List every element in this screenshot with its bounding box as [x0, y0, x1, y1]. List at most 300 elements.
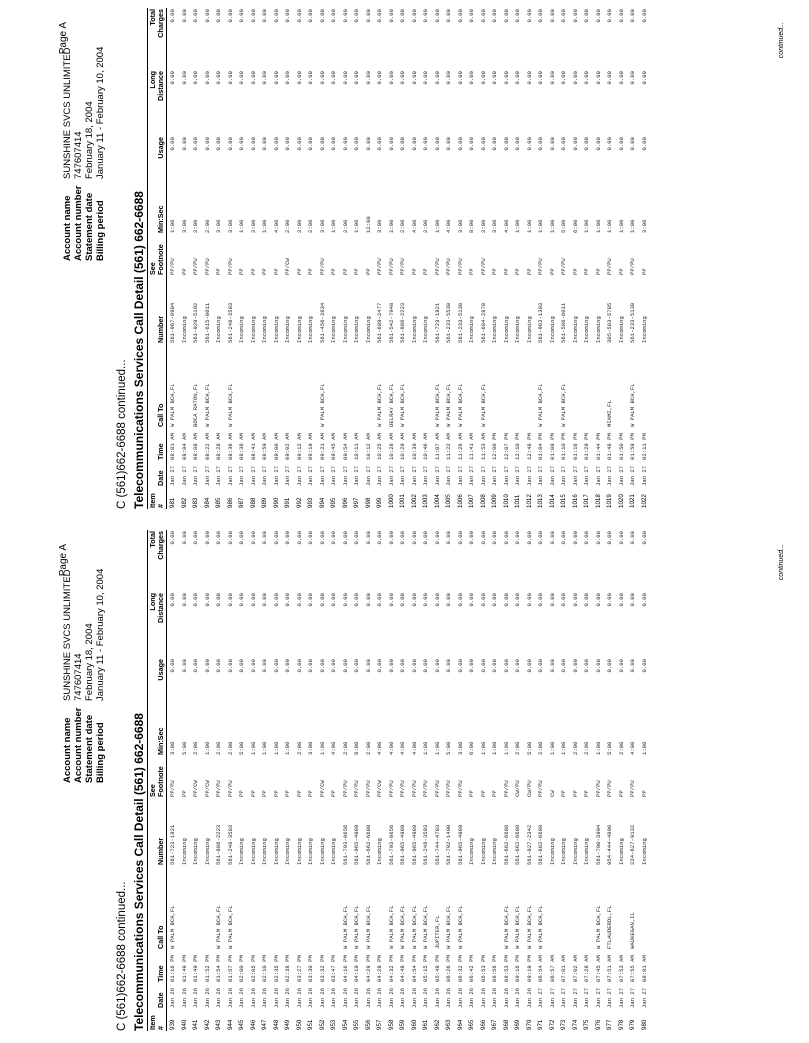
cell-min-sec: 2:00	[537, 741, 545, 755]
table-row	[501, 8, 513, 509]
table-row	[397, 8, 409, 509]
table-row	[593, 8, 605, 509]
cell-call-to	[282, 344, 294, 428]
cell-long-distance: 0.00	[284, 71, 292, 85]
cell-usage: 0.00	[433, 137, 441, 151]
cell-time: 06:53 PM	[479, 955, 487, 982]
cell-long-distance: 0.00	[571, 71, 579, 85]
cell-item: 971	[537, 1019, 545, 1030]
cell-item: 980	[640, 1019, 648, 1030]
cell-total-charges: 0.00	[502, 531, 510, 545]
cell-item: 1010	[502, 494, 510, 508]
cell-long-distance: 0.00	[203, 71, 211, 85]
col-min-sec: Min:Sec	[149, 186, 167, 234]
cell-call-to	[374, 866, 386, 950]
cell-item: 942	[203, 1019, 211, 1030]
cell-total-charges: 0.00	[491, 9, 499, 23]
cell-call-to: W PALM BCH,FL	[399, 905, 407, 949]
cell-item: 969	[514, 1019, 522, 1030]
cell-time: 06:42 PM	[468, 955, 476, 982]
cell-item: 941	[192, 1019, 200, 1030]
cell-number: 561-790-3994	[594, 824, 602, 865]
cell-number: Incoming	[525, 316, 533, 343]
table-row	[581, 530, 593, 1031]
cell-min-sec: 1:00	[560, 741, 568, 755]
cell-item: 1015	[560, 494, 568, 508]
table-row	[639, 8, 651, 509]
cell-number: 954-444-4896	[606, 824, 614, 865]
cell-time: 04:48 PM	[399, 955, 407, 982]
cell-footnote: PP	[640, 790, 648, 797]
cell-item: 956	[364, 1019, 372, 1030]
table-row	[179, 530, 191, 1031]
cell-footnote: PP	[525, 268, 533, 275]
col-usage: Usage	[149, 658, 167, 708]
cell-total-charges: 0.00	[238, 9, 246, 23]
cell-call-to	[570, 344, 582, 428]
cell-time: 08:08 AM	[192, 433, 200, 460]
cell-min-sec: 1:00	[272, 741, 280, 755]
cell-footnote: PP/PU	[502, 780, 510, 797]
cell-long-distance: 0.00	[606, 593, 614, 607]
cell-call-to: W PALM BCH,FL	[594, 905, 602, 949]
cell-long-distance: 0.00	[537, 593, 545, 607]
table-row	[443, 8, 455, 509]
cell-long-distance: 0.00	[376, 593, 384, 607]
cell-time: 03:32 PM	[318, 955, 326, 982]
cell-item: 1014	[548, 494, 556, 508]
cell-long-distance: 0.00	[192, 71, 200, 85]
cell-date: Jan 27	[169, 465, 177, 486]
cell-usage: 0.00	[249, 137, 257, 151]
cell-date: Jan 27	[192, 465, 200, 486]
cell-time: 07:45 AM	[594, 955, 602, 982]
cell-item: 968	[502, 1019, 510, 1030]
cell-time: 04:28 PM	[376, 955, 384, 982]
cell-min-sec: 1:00	[353, 219, 361, 233]
table-row	[443, 530, 455, 1031]
cell-time: 02:35 PM	[272, 955, 280, 982]
cell-footnote: PP	[295, 268, 303, 275]
cell-date: Jan 27	[364, 465, 372, 486]
cell-min-sec: 5:00	[560, 219, 568, 233]
table-row	[294, 8, 306, 509]
cell-date: Jan 26	[330, 987, 338, 1008]
cell-footnote: PP/PU	[226, 258, 234, 275]
cell-number: Incoming	[479, 838, 487, 865]
cell-total-charges: 0.00	[399, 531, 407, 545]
cell-time: 01:49 PM	[180, 955, 188, 982]
cell-date: Jan 26	[192, 987, 200, 1008]
cell-item: 993	[307, 497, 315, 508]
cell-usage: 0.00	[364, 137, 372, 151]
cell-usage: 0.00	[399, 137, 407, 151]
cell-number: 561-967-0904	[169, 302, 177, 343]
cell-usage: 0.00	[594, 137, 602, 151]
cell-footnote: PP/PU	[479, 258, 487, 275]
table-row	[386, 530, 398, 1031]
cell-number: 561-684-2870	[479, 302, 487, 343]
table-row	[236, 8, 248, 509]
cell-call-to: W PALM BCH,FL	[376, 383, 384, 427]
cell-long-distance: 0.00	[410, 593, 418, 607]
cell-item: 1008	[479, 494, 487, 508]
call-detail-table	[149, 8, 650, 509]
cell-call-to	[248, 866, 260, 950]
cell-time: 02:10 PM	[261, 955, 269, 982]
cell-footnote: PP	[422, 268, 430, 275]
table-row	[409, 8, 421, 509]
cell-time: 09:21 AM	[318, 433, 326, 460]
cell-long-distance: 0.00	[629, 71, 637, 85]
cell-footnote: PP/PU	[456, 780, 464, 797]
cell-usage: 0.00	[226, 137, 234, 151]
cell-date: Jan 27	[548, 987, 556, 1008]
cell-date: Jan 27	[560, 465, 568, 486]
cell-footnote: PP/PU	[399, 258, 407, 275]
cell-footnote: PP	[284, 790, 292, 797]
cell-min-sec: 2:00	[341, 741, 349, 755]
cell-usage: 0.00	[629, 137, 637, 151]
cell-min-sec: 4:00	[445, 219, 453, 233]
cell-number: 561-248-3503	[422, 824, 430, 865]
table-row	[489, 8, 501, 509]
cell-total-charges: 0.00	[318, 9, 326, 23]
cell-footnote: PP	[272, 790, 280, 797]
cell-number: Incoming	[295, 316, 303, 343]
cell-long-distance: 0.00	[226, 593, 234, 607]
cell-usage: 0.00	[606, 137, 614, 151]
cell-date: Jan 26	[491, 987, 499, 1008]
cell-item: 994	[318, 497, 326, 508]
cell-number: 561-965-4989	[353, 824, 361, 865]
cell-usage: 0.00	[169, 137, 177, 151]
cell-total-charges: 0.00	[215, 9, 223, 23]
col-number: Number	[149, 798, 167, 866]
cell-call-to: MIAMI,FL	[606, 400, 614, 427]
cell-number: 561-827-2342	[525, 824, 533, 865]
table-row	[558, 530, 570, 1031]
cell-date: Jan 26	[502, 987, 510, 1008]
cell-item: 986	[226, 497, 234, 508]
cell-min-sec: 4:00	[399, 741, 407, 755]
cell-date: Jan 27	[571, 465, 579, 486]
cell-footnote: PP	[583, 268, 591, 275]
cell-usage: 0.00	[376, 137, 384, 151]
cell-total-charges: 0.00	[341, 9, 349, 23]
cell-usage: 0.00	[318, 137, 326, 151]
cell-footnote: PP	[330, 790, 338, 797]
cell-call-to	[524, 344, 536, 428]
cell-time: 09:16 PM	[514, 955, 522, 982]
cell-min-sec: 2:00	[617, 741, 625, 755]
col-total-charges: Total Charges	[149, 8, 167, 70]
cell-total-charges: 0.00	[387, 531, 395, 545]
cell-footnote: PP	[272, 268, 280, 275]
cell-footnote: PP	[330, 268, 338, 275]
cell-min-sec: 2:00	[192, 741, 200, 755]
cell-call-to: W PALM BCH,FL	[169, 383, 177, 427]
cell-item: 975	[583, 1019, 591, 1030]
cell-number: 561-723-1821	[433, 302, 441, 343]
cell-min-sec: 6:00	[468, 741, 476, 755]
cell-date: Jan 27	[583, 465, 591, 486]
cell-min-sec: 1:00	[594, 741, 602, 755]
cell-time: 02:11 PM	[640, 433, 648, 460]
cell-number: 561-965-4989	[410, 824, 418, 865]
cell-number: Incoming	[261, 838, 269, 865]
cell-min-sec: 1:00	[433, 741, 441, 755]
cell-min-sec: 2:00	[422, 219, 430, 233]
table-row	[570, 8, 582, 509]
cell-item: 1019	[606, 494, 614, 508]
cell-total-charges: 0.00	[433, 531, 441, 545]
cell-min-sec: 3:00	[215, 219, 223, 233]
cell-total-charges: 0.00	[249, 9, 257, 23]
table-row	[363, 8, 375, 509]
cell-item: 948	[272, 1019, 280, 1030]
cell-time: 07:28 AM	[583, 955, 591, 982]
cell-date: Jan 26	[433, 987, 441, 1008]
cell-date: Jan 26	[169, 987, 177, 1008]
table-row	[604, 8, 616, 509]
cell-min-sec: 3:00	[318, 219, 326, 233]
cell-footnote: PP/PU	[192, 258, 200, 275]
cell-total-charges: 0.00	[479, 531, 487, 545]
cell-call-to	[317, 866, 329, 950]
cell-call-to: W PALM BCH,FL	[502, 905, 510, 949]
continued-note: continued...	[778, 544, 785, 581]
cell-min-sec: 2:00	[514, 741, 522, 755]
cell-usage: 0.00	[215, 659, 223, 673]
cell-min-sec: 4:00	[629, 741, 637, 755]
cell-time: 08:36 AM	[226, 433, 234, 460]
cell-usage: 0.00	[514, 137, 522, 151]
cell-long-distance: 0.00	[514, 71, 522, 85]
cell-item: 965	[468, 1019, 476, 1030]
cell-footnote: PP/PU	[215, 780, 223, 797]
cell-number: Incoming	[215, 316, 223, 343]
cell-min-sec: 1:00	[583, 219, 591, 233]
table-row	[305, 8, 317, 509]
cell-long-distance: 0.00	[525, 593, 533, 607]
cell-call-to	[547, 344, 559, 428]
cell-usage: 0.00	[583, 659, 591, 673]
continued-note: continued...	[778, 22, 785, 59]
cell-long-distance: 0.00	[548, 71, 556, 85]
cell-long-distance: 0.00	[215, 593, 223, 607]
cell-total-charges: 0.00	[537, 531, 545, 545]
cell-item: 990	[272, 497, 280, 508]
call-detail-table	[149, 530, 650, 1031]
cell-usage: 0.00	[192, 659, 200, 673]
statement-page	[0, 522, 809, 1043]
table-row	[282, 530, 294, 1031]
cell-min-sec: 1:00	[249, 741, 257, 755]
cell-footnote: PP/PU	[387, 780, 395, 797]
cell-date: Jan 26	[525, 987, 533, 1008]
cell-min-sec: 12:00	[364, 216, 372, 233]
cell-call-to: W PALM BCH,FL	[215, 905, 223, 949]
cell-min-sec: 2:00	[226, 741, 234, 755]
cell-call-to: W PALM BCH,FL	[445, 905, 453, 949]
cell-min-sec: 3:00	[456, 741, 464, 755]
table-row	[616, 8, 628, 509]
cell-usage: 0.00	[433, 659, 441, 673]
cell-number: Incoming	[548, 838, 556, 865]
col-time: Time	[149, 428, 167, 461]
cell-call-to: W PALM BCH,FL	[525, 905, 533, 949]
cell-item: 1016	[571, 494, 579, 508]
table-row	[328, 8, 340, 509]
cell-usage: 0.00	[502, 137, 510, 151]
cell-footnote: PP	[491, 790, 499, 797]
cell-number: Incoming	[410, 316, 418, 343]
cell-call-to: W PALM BCH,FL	[169, 905, 177, 949]
cell-date: Jan 27	[238, 465, 246, 486]
cell-date: Jan 27	[583, 987, 591, 1008]
cell-date: Jan 26	[364, 987, 372, 1008]
cell-long-distance: 0.00	[238, 593, 246, 607]
cell-total-charges: 0.00	[571, 9, 579, 23]
cell-number: Incoming	[203, 838, 211, 865]
account-name: SUNSHINE SVCS UNLIMITED	[62, 47, 73, 179]
cell-footnote: CW/PU	[525, 780, 533, 797]
cell-time: 06:54 AM	[537, 955, 545, 982]
cell-item: 987	[238, 497, 246, 508]
table-row	[627, 8, 639, 509]
cell-total-charges: 0.00	[560, 9, 568, 23]
cell-item: 966	[479, 1019, 487, 1030]
cell-min-sec: 3:00	[180, 219, 188, 233]
cell-date: Jan 27	[468, 465, 476, 486]
cell-long-distance: 0.00	[445, 71, 453, 85]
cell-usage: 0.00	[560, 659, 568, 673]
cell-footnote: PP	[180, 268, 188, 275]
cell-call-to	[259, 344, 271, 428]
cell-item: 947	[261, 1019, 269, 1030]
cell-footnote: PP	[249, 790, 257, 797]
cell-usage: 0.00	[571, 137, 579, 151]
cell-item: 1000	[387, 494, 395, 508]
cell-long-distance: 0.00	[491, 71, 499, 85]
cell-number: 561-793-0656	[387, 824, 395, 865]
table-row	[593, 530, 605, 1031]
cell-total-charges: 0.00	[433, 9, 441, 23]
cell-footnote: PP	[180, 790, 188, 797]
cell-usage: 0.00	[479, 137, 487, 151]
cell-time: 03:27 PM	[295, 955, 303, 982]
cell-long-distance: 0.00	[307, 593, 315, 607]
table-row	[340, 530, 352, 1031]
cell-item: 1012	[525, 494, 533, 508]
cell-call-to: WAUKEGAN,IL	[629, 912, 637, 949]
cell-number: Incoming	[571, 838, 579, 865]
cell-date: Jan 26	[272, 987, 280, 1008]
cell-long-distance: 0.00	[284, 593, 292, 607]
table-row	[570, 530, 582, 1031]
cell-number: 561-586-6011	[560, 302, 568, 343]
cell-usage: 0.00	[629, 659, 637, 673]
cell-date: Jan 27	[399, 465, 407, 486]
cell-footnote: PP/PU	[606, 780, 614, 797]
cell-footnote: PP/CW	[284, 258, 292, 275]
cell-long-distance: 0.00	[640, 593, 648, 607]
cell-time: 04:32 PM	[387, 955, 395, 982]
cell-call-to	[581, 866, 593, 950]
cell-date: Jan 27	[617, 987, 625, 1008]
cell-date: Jan 26	[307, 987, 315, 1008]
cell-time: 02:38 PM	[284, 955, 292, 982]
cell-long-distance: 0.00	[215, 71, 223, 85]
cell-item: 1017	[583, 494, 591, 508]
cell-number: Incoming	[548, 316, 556, 343]
cell-time: 09:12 AM	[295, 433, 303, 460]
cell-footnote: PP	[617, 268, 625, 275]
cell-item: 959	[399, 1019, 407, 1030]
cell-number: 561-886-2223	[399, 302, 407, 343]
cell-item: 955	[353, 1019, 361, 1030]
cell-min-sec: 1:00	[537, 219, 545, 233]
cell-call-to: W PALM BCH,FL	[433, 383, 441, 427]
cell-total-charges: 0.00	[537, 9, 545, 23]
cell-number: Incoming	[261, 316, 269, 343]
cell-total-charges: 0.00	[525, 531, 533, 545]
cell-long-distance: 0.00	[353, 593, 361, 607]
cell-number: Incoming	[295, 838, 303, 865]
cell-usage: 0.00	[491, 659, 499, 673]
cell-long-distance: 0.00	[261, 593, 269, 607]
cell-long-distance: 0.00	[594, 71, 602, 85]
cell-long-distance: 0.00	[180, 593, 188, 607]
cell-long-distance: 0.00	[376, 71, 384, 85]
cell-time: 04:28 PM	[364, 955, 372, 982]
cell-long-distance: 0.00	[295, 71, 303, 85]
cell-time: 01:52 PM	[203, 955, 211, 982]
cell-time: 10:29 AM	[399, 433, 407, 460]
cell-time: 12:00 PM	[491, 433, 499, 460]
cell-long-distance: 0.00	[318, 593, 326, 607]
cell-time: 01:29 PM	[583, 433, 591, 460]
cell-number: 561-965-4989	[399, 824, 407, 865]
statement-date-label: Statement date	[84, 192, 95, 261]
cell-call-to	[236, 866, 248, 950]
billing-period: January 11 - February 10, 2004	[95, 568, 106, 701]
cell-time: 09:02 AM	[284, 433, 292, 460]
cell-long-distance: 0.00	[433, 71, 441, 85]
cell-long-distance: 0.00	[226, 71, 234, 85]
cell-item: 1003	[422, 494, 430, 508]
cell-min-sec: 1:00	[606, 219, 614, 233]
cell-date: Jan 26	[445, 987, 453, 1008]
cell-call-to	[271, 344, 283, 428]
cell-long-distance: 0.00	[261, 71, 269, 85]
cell-time: 11:41 AM	[468, 433, 476, 460]
cell-number: Incoming	[284, 316, 292, 343]
cell-time: 09:19 AM	[307, 433, 315, 460]
col-date: Date	[149, 461, 167, 487]
cell-usage: 0.00	[203, 137, 211, 151]
table-row	[225, 8, 237, 509]
cell-long-distance: 0.00	[456, 71, 464, 85]
cell-time: 01:08 PM	[548, 433, 556, 460]
page-label: Page A	[58, 544, 69, 577]
cell-footnote: PP	[307, 268, 315, 275]
cell-item: 1013	[537, 494, 545, 508]
col-number: Number	[149, 276, 167, 344]
cell-call-to: W PALM BCH,FL	[445, 383, 453, 427]
cell-call-to	[489, 866, 501, 950]
